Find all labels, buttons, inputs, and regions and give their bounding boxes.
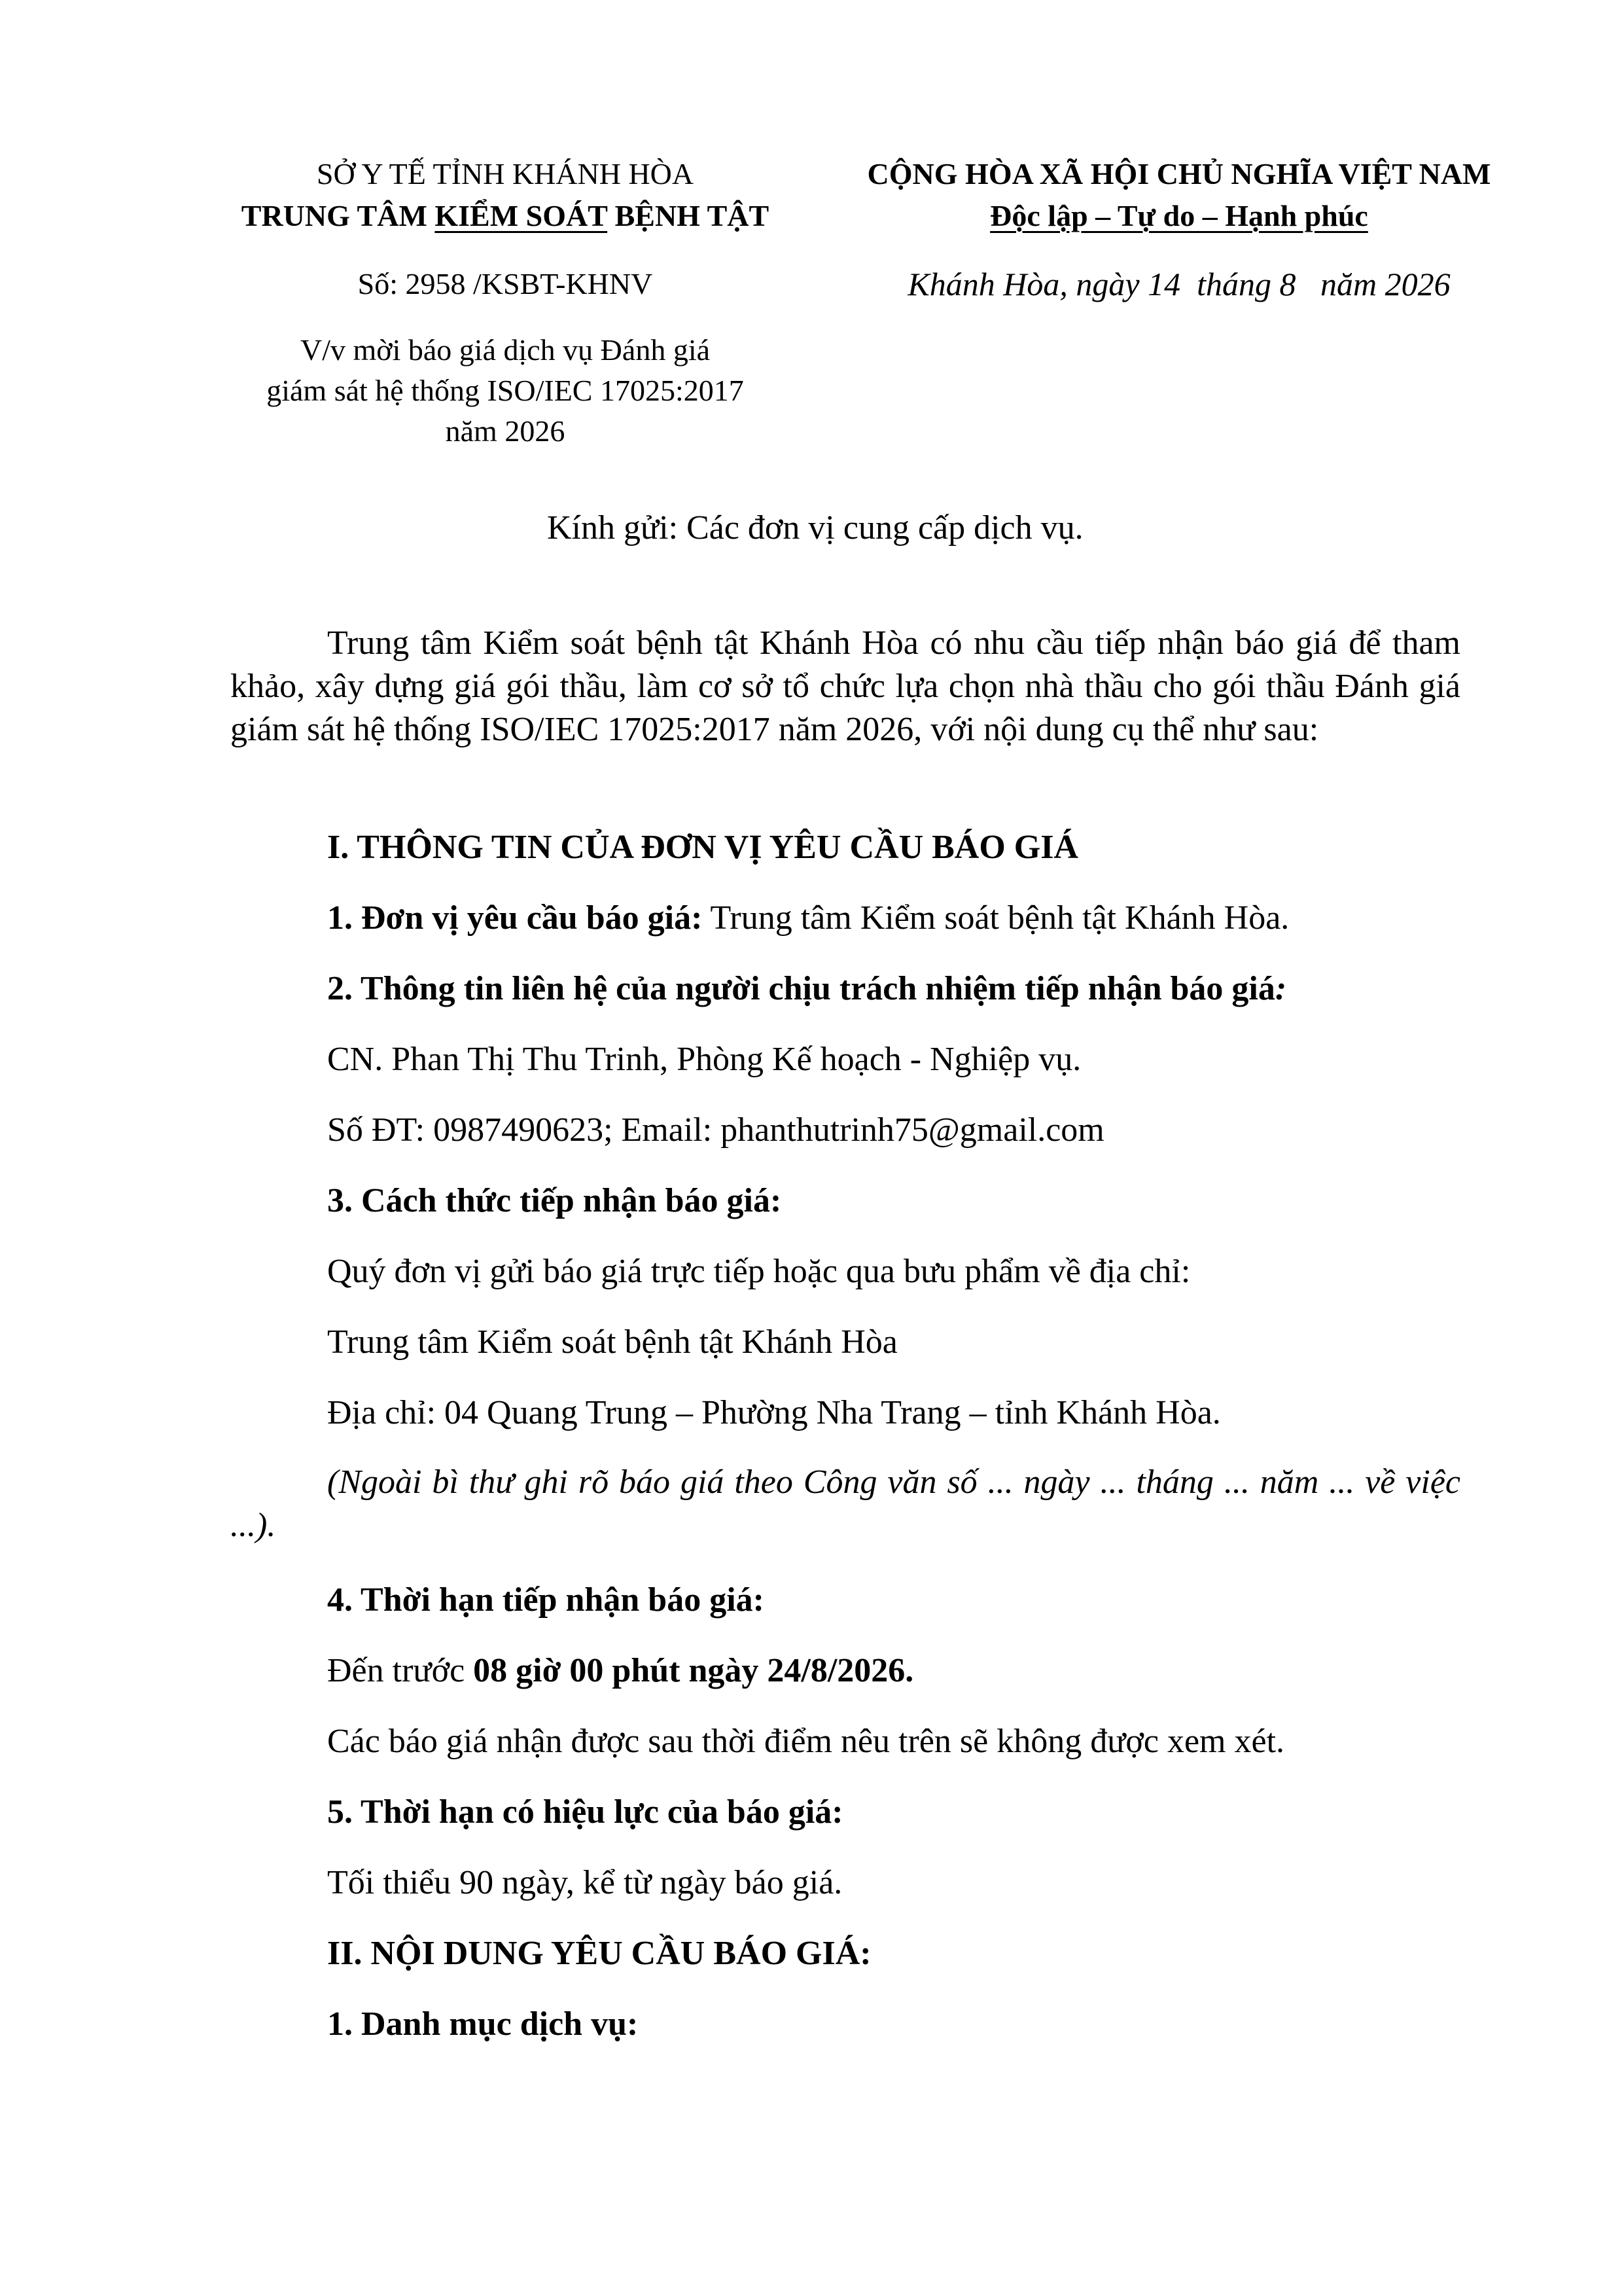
deadline-prefix: Đến trước (327, 1652, 474, 1689)
center-name-part1: TRUNG TÂM (241, 199, 435, 232)
subject-line-2: giám sát hệ thống ISO/IEC 17025:2017 (266, 374, 744, 407)
item-2-colon: : (1275, 970, 1287, 1007)
date-year: năm 2026 (1296, 266, 1451, 302)
late-submission-note: Các báo giá nhận được sau thời điểm nêu trên sẽ không được xem xét. (327, 1723, 1285, 1760)
national-motto (826, 196, 1532, 236)
issue-date (826, 264, 1532, 304)
recipient-name: Trung tâm Kiểm soát bệnh tật Khánh Hòa (327, 1323, 898, 1361)
subject-line-3: năm 2026 (445, 414, 565, 448)
section-2-title: II. NỘI DUNG YÊU CẦU BÁO GIÁ: (327, 1935, 872, 1972)
intro-paragraph: Trung tâm Kiểm soát bệnh tật Khánh Hòa có nhu cầu tiếp nhận báo giá để tham khảo, xây dựng giá gói thầu, làm cơ sở tổ chức lựa chọn nhà thầu cho gói thầu Đánh giá giám sát hệ thống ISO/IEC 17025:2017 năm 2026, với nội dung cụ thể như sau: (230, 624, 1460, 748)
document-number: Số: 2958 /KSBT-KHNV (357, 267, 653, 300)
agency-name: SỞ Y TẾ TỈNH KHÁNH HÒA (316, 157, 694, 190)
date-month-label: tháng (1180, 266, 1280, 302)
deadline-value: 08 giờ 00 phút ngày 24/8/2026. (473, 1652, 914, 1689)
nation-name: CỘNG HÒA XÃ HỘI CHỦ NGHĨA VIỆT NAM (867, 157, 1491, 190)
item-1-value: Trung tâm Kiểm soát bệnh tật Khánh Hòa. (702, 899, 1290, 937)
center-name-underlined: KIỂM SOÁT (434, 199, 608, 232)
contact-person: CN. Phan Thị Thu Trinh, Phòng Kế hoạch - Nghiệp vụ. (327, 1041, 1082, 1078)
contact-phone-email: Số ĐT: 0987490623; Email: phanthutrinh75@gmail.com (327, 1111, 1104, 1149)
section-1-title: I. THÔNG TIN CỦA ĐƠN VỊ YÊU CẦU BÁO GIÁ (327, 829, 1079, 866)
item-1-label: 1. Đơn vị yêu cầu báo giá: (327, 899, 703, 937)
section-1-item-5: 5. Thời hạn có hiệu lực của báo giá: (327, 1793, 843, 1831)
recipient-address: Địa chỉ: 04 Quang Trung – Phường Nha Trang – tỉnh Khánh Hòa. (327, 1394, 1221, 1431)
deadline (327, 1649, 913, 1693)
date-prefix: Khánh Hòa, ngày (908, 266, 1148, 302)
section-1-item-2 (327, 967, 1286, 1011)
date-day: 14 (1148, 266, 1181, 302)
section-1-item-1 (327, 897, 1289, 940)
national-motto-text: Độc lập – Tự do – Hạnh phúc (990, 199, 1368, 232)
date-month: 8 (1279, 266, 1296, 302)
center-name (152, 196, 858, 236)
quote-validity: Tối thiểu 90 ngày, kể từ ngày báo giá. (327, 1864, 843, 1901)
submission-method: Quý đơn vị gửi báo giá trực tiếp hoặc qua bưu phẩm về địa chỉ: (327, 1253, 1191, 1290)
item-2-label: 2. Thông tin liên hệ của người chịu trách nhiệm tiếp nhận báo giá (327, 970, 1275, 1007)
salutation: Kính gửi: Các đơn vị cung cấp dịch vụ. (547, 509, 1084, 547)
subject-line-1: V/v mời báo giá dịch vụ Đánh giá (300, 333, 711, 367)
envelope-note: (Ngoài bì thư ghi rõ báo giá theo Công văn số ... ngày ... tháng ... năm ... về việc ...). (230, 1463, 1460, 1544)
section-2-item-1: 1. Danh mục dịch vụ: (327, 2005, 639, 2043)
section-1-item-3: 3. Cách thức tiếp nhận báo giá: (327, 1182, 782, 1219)
section-1-item-4: 4. Thời hạn tiếp nhận báo giá: (327, 1581, 764, 1619)
center-name-part3: BỆNH TẬT (607, 199, 769, 232)
